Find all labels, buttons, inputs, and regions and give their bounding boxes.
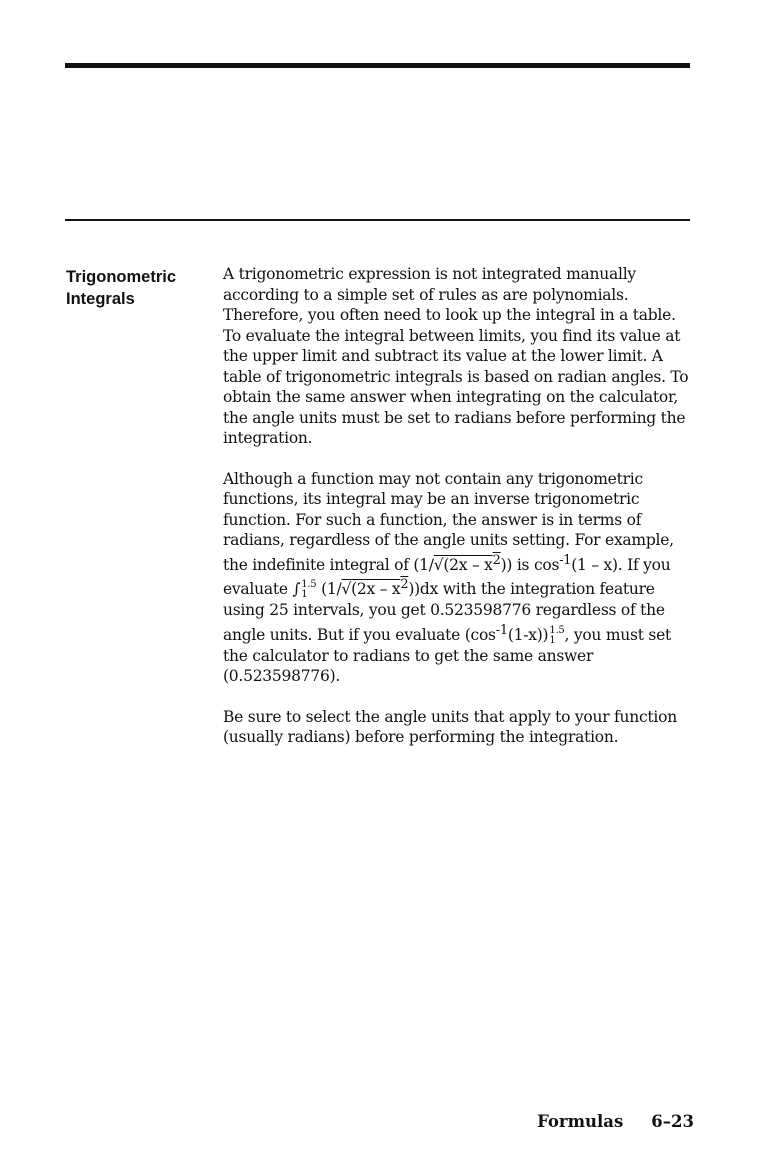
p2-text-5: ))dx with the integration feature using 25 intervals, you get 0.523598776 regardless of the angle units. But if you evaluate (cos xyxy=(223,580,665,644)
sqrt-2-exponent: 2 xyxy=(400,577,409,593)
p2-text-3: (1 – x). If you evaluate ∫ xyxy=(223,555,671,599)
section-heading-line2: Integrals xyxy=(66,290,135,308)
p2-text-4: (1/ xyxy=(316,580,342,599)
sqrt-1-text: √(2x – x xyxy=(433,555,493,574)
sqrt-expression-2 xyxy=(341,577,409,599)
integral-upper-limit: 1.5 xyxy=(301,579,317,591)
sqrt-expression-1 xyxy=(433,552,501,574)
sqrt-2-text: √(2x – x xyxy=(341,580,401,599)
footer-page-number: 6–23 xyxy=(651,1112,694,1131)
section-divider-rule xyxy=(65,219,690,221)
integral-limits xyxy=(301,580,316,600)
p2-text-6: (1-x)) xyxy=(507,625,549,644)
p2-text-2: )) is cos xyxy=(500,555,560,574)
sqrt-1-exponent: 2 xyxy=(492,552,501,568)
section-heading xyxy=(66,266,206,310)
evaluation-limits xyxy=(549,626,564,646)
evaluation-upper-limit: 1.5 xyxy=(549,624,565,636)
top-thick-rule xyxy=(65,63,690,68)
body-text xyxy=(223,264,693,768)
p2-text-1: Although a function may not contain any trigonometric functions, its integral may be an inverse trigonometric function. For such a function, the answer is in terms of radians, regardless of the angle units setting. For example, the indefinite integral of (1/ xyxy=(223,469,674,574)
footer-chapter: Formulas xyxy=(537,1112,624,1131)
inverse-exponent-1: -1 xyxy=(559,552,572,568)
page-footer xyxy=(537,1112,694,1131)
paragraph-1: A trigonometric expression is not integrated manually according to a simple set of rules as are polynomials. Therefore, you often need to look up the integral in a table. To evaluate the integral between limits, you find its value at the upper limit and subtract its value at the lower limit. A table of trigonometric integrals is based on radian angles. To obtain the same answer when integrating on the calculator, the angle units must be set to radians before performing the integration. xyxy=(223,265,689,447)
paragraph-2 xyxy=(223,469,693,687)
inverse-exponent-2: -1 xyxy=(495,622,508,638)
evaluation-lower-limit: 1 xyxy=(549,634,556,646)
p2-text-7: , you must set the calculator to radians to get the same answer (0.523598776). xyxy=(223,625,671,686)
section-heading-line1: Trigonometric xyxy=(66,268,177,286)
integral-lower-limit: 1 xyxy=(301,589,308,601)
paragraph-3: Be sure to select the angle units that apply to your function (usually radians) before performing the integration. xyxy=(223,707,677,747)
